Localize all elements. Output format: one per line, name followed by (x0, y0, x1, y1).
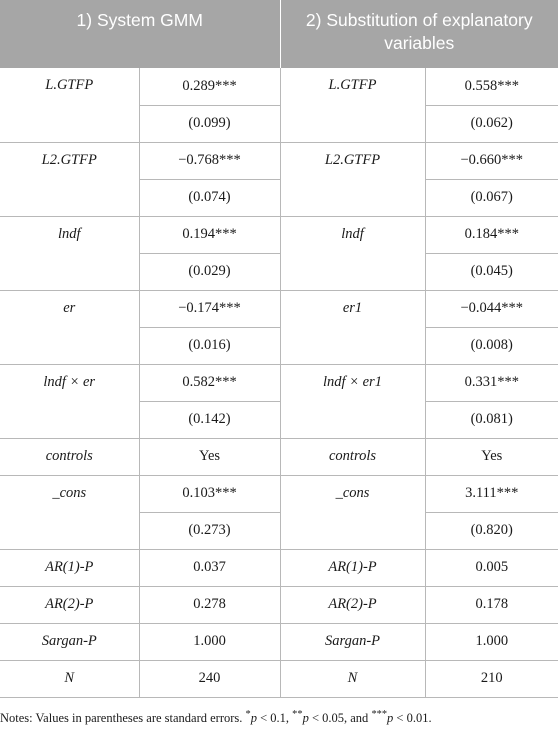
notes-threshold-1: < 0.1, (256, 711, 293, 726)
variable-name-col2: L2.GTFP (280, 142, 425, 216)
coefficient-col1: 0.194*** (139, 216, 280, 253)
coefficient-col2: 1.000 (425, 623, 558, 660)
coefficient-col1: −0.174*** (139, 290, 280, 327)
coefficient-col1: 0.037 (139, 549, 280, 586)
coefficient-col2: 0.178 (425, 586, 558, 623)
table-header-row (0, 0, 558, 68)
coefficient-col2: −0.660*** (425, 142, 558, 179)
coefficient-col2: 0.331*** (425, 364, 558, 401)
table-row (0, 68, 558, 105)
table-row (0, 290, 558, 327)
coefficient-col2: Yes (425, 438, 558, 475)
standard-error-col1: (0.074) (139, 179, 280, 216)
coefficient-col2: 0.184*** (425, 216, 558, 253)
variable-name-col2: lndf × er1 (280, 364, 425, 438)
coefficient-col1: −0.768*** (139, 142, 280, 179)
variable-name-col1: lndf × er (0, 364, 139, 438)
coefficient-col1: 1.000 (139, 623, 280, 660)
coefficient-col2: 210 (425, 660, 558, 697)
variable-name-col1: L.GTFP (0, 68, 139, 142)
notes-star-1: * (245, 709, 251, 720)
coefficient-col1: 0.289*** (139, 68, 280, 105)
notes-p-1: p (250, 711, 257, 726)
notes-star-3: *** (371, 709, 388, 720)
variable-name-col2: er1 (280, 290, 425, 364)
standard-error-col1: (0.099) (139, 105, 280, 142)
standard-error-col2: (0.008) (425, 327, 558, 364)
notes-prefix: Notes: Values in parentheses are standard errors. (0, 711, 246, 726)
notes-p-3: p (387, 711, 394, 726)
standard-error-col1: (0.142) (139, 401, 280, 438)
coefficient-col1: 240 (139, 660, 280, 697)
coefficient-col1: 0.103*** (139, 475, 280, 512)
variable-name-col1: er (0, 290, 139, 364)
header-substitution: 2) Substitution of explanatory variables (280, 0, 558, 68)
standard-error-col2: (0.820) (425, 512, 558, 549)
notes-p-2: p (302, 711, 309, 726)
variable-name-col2: lndf (280, 216, 425, 290)
variable-name-col2: Sargan-P (280, 623, 425, 660)
table-row (0, 549, 558, 586)
table-body (0, 68, 558, 697)
variable-name-col1: L2.GTFP (0, 142, 139, 216)
variable-name-col1: AR(2)-P (0, 586, 139, 623)
variable-name-col2: controls (280, 438, 425, 475)
table-row (0, 142, 558, 179)
variable-name-col2: L.GTFP (280, 68, 425, 142)
variable-name-col1: lndf (0, 216, 139, 290)
coefficient-col1: Yes (139, 438, 280, 475)
variable-name-col1: AR(1)-P (0, 549, 139, 586)
table-row (0, 623, 558, 660)
variable-name-col1: Sargan-P (0, 623, 139, 660)
coefficient-col2: 0.005 (425, 549, 558, 586)
standard-error-col1: (0.029) (139, 253, 280, 290)
variable-name-col1: controls (0, 438, 139, 475)
notes-star-2: ** (292, 709, 303, 720)
table-row (0, 216, 558, 253)
variable-name-col2: N (280, 660, 425, 697)
coefficient-col1: 0.278 (139, 586, 280, 623)
standard-error-col2: (0.081) (425, 401, 558, 438)
standard-error-col2: (0.062) (425, 105, 558, 142)
variable-name-col2: AR(2)-P (280, 586, 425, 623)
standard-error-col2: (0.045) (425, 253, 558, 290)
standard-error-col1: (0.273) (139, 512, 280, 549)
table-row (0, 438, 558, 475)
notes-threshold-2: < 0.05, and (308, 711, 372, 726)
coefficient-col2: 3.111*** (425, 475, 558, 512)
table-notes (0, 707, 432, 726)
standard-error-col1: (0.016) (139, 327, 280, 364)
coefficient-col1: 0.582*** (139, 364, 280, 401)
coefficient-col2: 0.558*** (425, 68, 558, 105)
standard-error-col2: (0.067) (425, 179, 558, 216)
table-row (0, 475, 558, 512)
coefficient-col2: −0.044*** (425, 290, 558, 327)
variable-name-col1: N (0, 660, 139, 697)
notes-threshold-3: < 0.01. (393, 711, 432, 726)
header-system-gmm: 1) System GMM (0, 0, 280, 68)
variable-name-col2: AR(1)-P (280, 549, 425, 586)
table-row (0, 660, 558, 697)
table-row (0, 364, 558, 401)
table-row (0, 586, 558, 623)
variable-name-col2: _cons (280, 475, 425, 549)
variable-name-col1: _cons (0, 475, 139, 549)
